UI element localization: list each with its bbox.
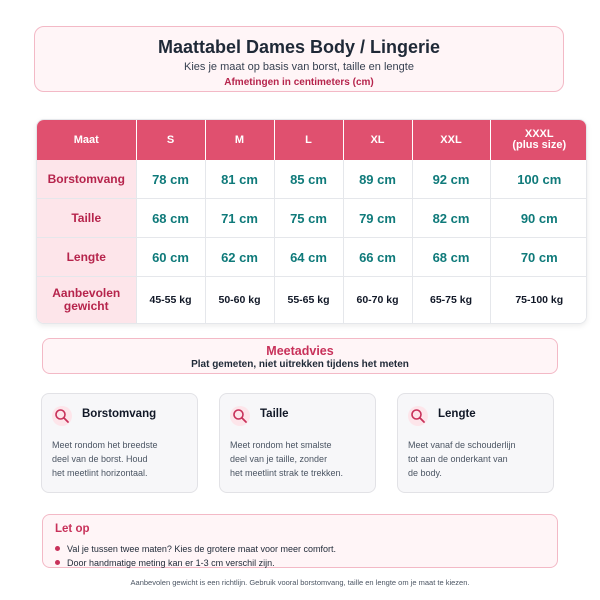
card-title: Lengte <box>438 408 476 420</box>
table-cell: 70 cm <box>490 238 587 277</box>
table-cell: 81 cm <box>205 160 274 199</box>
list-item <box>55 544 336 554</box>
table-cell: 60 cm <box>136 238 205 277</box>
magnifier-icon <box>52 406 72 426</box>
note-title: Let op <box>55 523 90 535</box>
header-m: M <box>205 120 274 160</box>
table-header-row <box>37 120 587 160</box>
card-title: Borstomvang <box>82 408 157 420</box>
row-label: Lengte <box>37 238 136 277</box>
list-item <box>55 558 275 568</box>
row-label-line1: Aanbevolen <box>52 286 121 300</box>
card-line: deel van je taille, zonder <box>230 454 328 464</box>
row-label <box>37 277 136 324</box>
measuring-advice-box <box>42 338 558 374</box>
table-cell: 45-55 kg <box>136 277 205 324</box>
card-line: het meetlint horizontaal. <box>52 468 148 478</box>
header-xl: XL <box>343 120 412 160</box>
table-row <box>37 199 587 238</box>
bullet-icon <box>55 560 60 565</box>
attention-box <box>42 514 558 568</box>
card-bust <box>41 393 198 493</box>
table-cell: 89 cm <box>343 160 412 199</box>
row-label-line2: gewicht <box>63 299 109 313</box>
card-line: de body. <box>408 468 442 478</box>
magnifier-icon <box>408 406 428 426</box>
size-table <box>36 119 587 324</box>
table-cell: 90 cm <box>490 199 587 238</box>
table-cell: 82 cm <box>412 199 490 238</box>
table-cell: 79 cm <box>343 199 412 238</box>
table-cell: 64 cm <box>274 238 343 277</box>
table-cell: 65-75 kg <box>412 277 490 324</box>
card-text <box>52 438 192 480</box>
row-label: Borstomvang <box>37 160 136 199</box>
note-text: Val je tussen twee maten? Kies de grotere maat voor meer comfort. <box>67 544 336 554</box>
table-cell: 100 cm <box>490 160 587 199</box>
table-cell: 68 cm <box>136 199 205 238</box>
card-line: het meetlint strak te trekken. <box>230 468 344 478</box>
header-size: Maat <box>37 120 136 160</box>
page-subtitle: Kies je maat op basis van borst, taille en lengte <box>184 61 414 73</box>
card-text <box>408 438 548 480</box>
table-cell: 71 cm <box>205 199 274 238</box>
table-cell: 85 cm <box>274 160 343 199</box>
page-title: Maattabel Dames Body / Lingerie <box>157 37 441 57</box>
card-title: Taille <box>260 408 289 420</box>
table-cell: 66 cm <box>343 238 412 277</box>
card-line: tot aan de onderkant van <box>408 454 508 464</box>
table-cell: 68 cm <box>412 238 490 277</box>
table-cell: 50-60 kg <box>205 277 274 324</box>
row-label: Taille <box>37 199 136 238</box>
card-line: deel van de borst. Houd <box>52 454 148 464</box>
table-cell: 75-100 kg <box>490 277 587 324</box>
magnifier-icon <box>230 406 250 426</box>
header-box <box>34 26 564 92</box>
card-line: Meet rondom het smalste <box>230 440 332 450</box>
bullet-icon <box>55 546 60 551</box>
table-row <box>37 160 587 199</box>
header-xxl: XXL <box>412 120 490 160</box>
card-text <box>230 438 370 480</box>
card-line: Meet vanaf de schouderlijn <box>408 440 516 450</box>
header-xxxl-label: XXXL <box>524 128 554 140</box>
table-cell: 55-65 kg <box>274 277 343 324</box>
note-text: Door handmatige meting kan er 1-3 cm verschil zijn. <box>67 558 275 568</box>
header-s: S <box>136 120 205 160</box>
table-cell: 62 cm <box>205 238 274 277</box>
table-cell: 75 cm <box>274 199 343 238</box>
table-row <box>37 277 587 324</box>
card-length <box>397 393 554 493</box>
card-line: Meet rondom het breedste <box>52 440 158 450</box>
table-cell: 92 cm <box>412 160 490 199</box>
advice-text: Plat gemeten, niet uitrekken tijdens het meten <box>191 359 409 370</box>
header-xxxl-sub: (plus size) <box>512 139 567 151</box>
table-cell: 60-70 kg <box>343 277 412 324</box>
card-waist <box>219 393 376 493</box>
advice-title: Meetadvies <box>266 344 334 358</box>
unit-note: Afmetingen in centimeters (cm) <box>224 77 374 88</box>
footer-note: Aanbevolen gewicht is een richtlijn. Gebruik vooral borstomvang, taille en lengte om je maat te kiezen. <box>130 578 470 587</box>
table-row <box>37 238 587 277</box>
table-cell: 78 cm <box>136 160 205 199</box>
header-xxxl <box>490 120 587 160</box>
header-l: L <box>274 120 343 160</box>
